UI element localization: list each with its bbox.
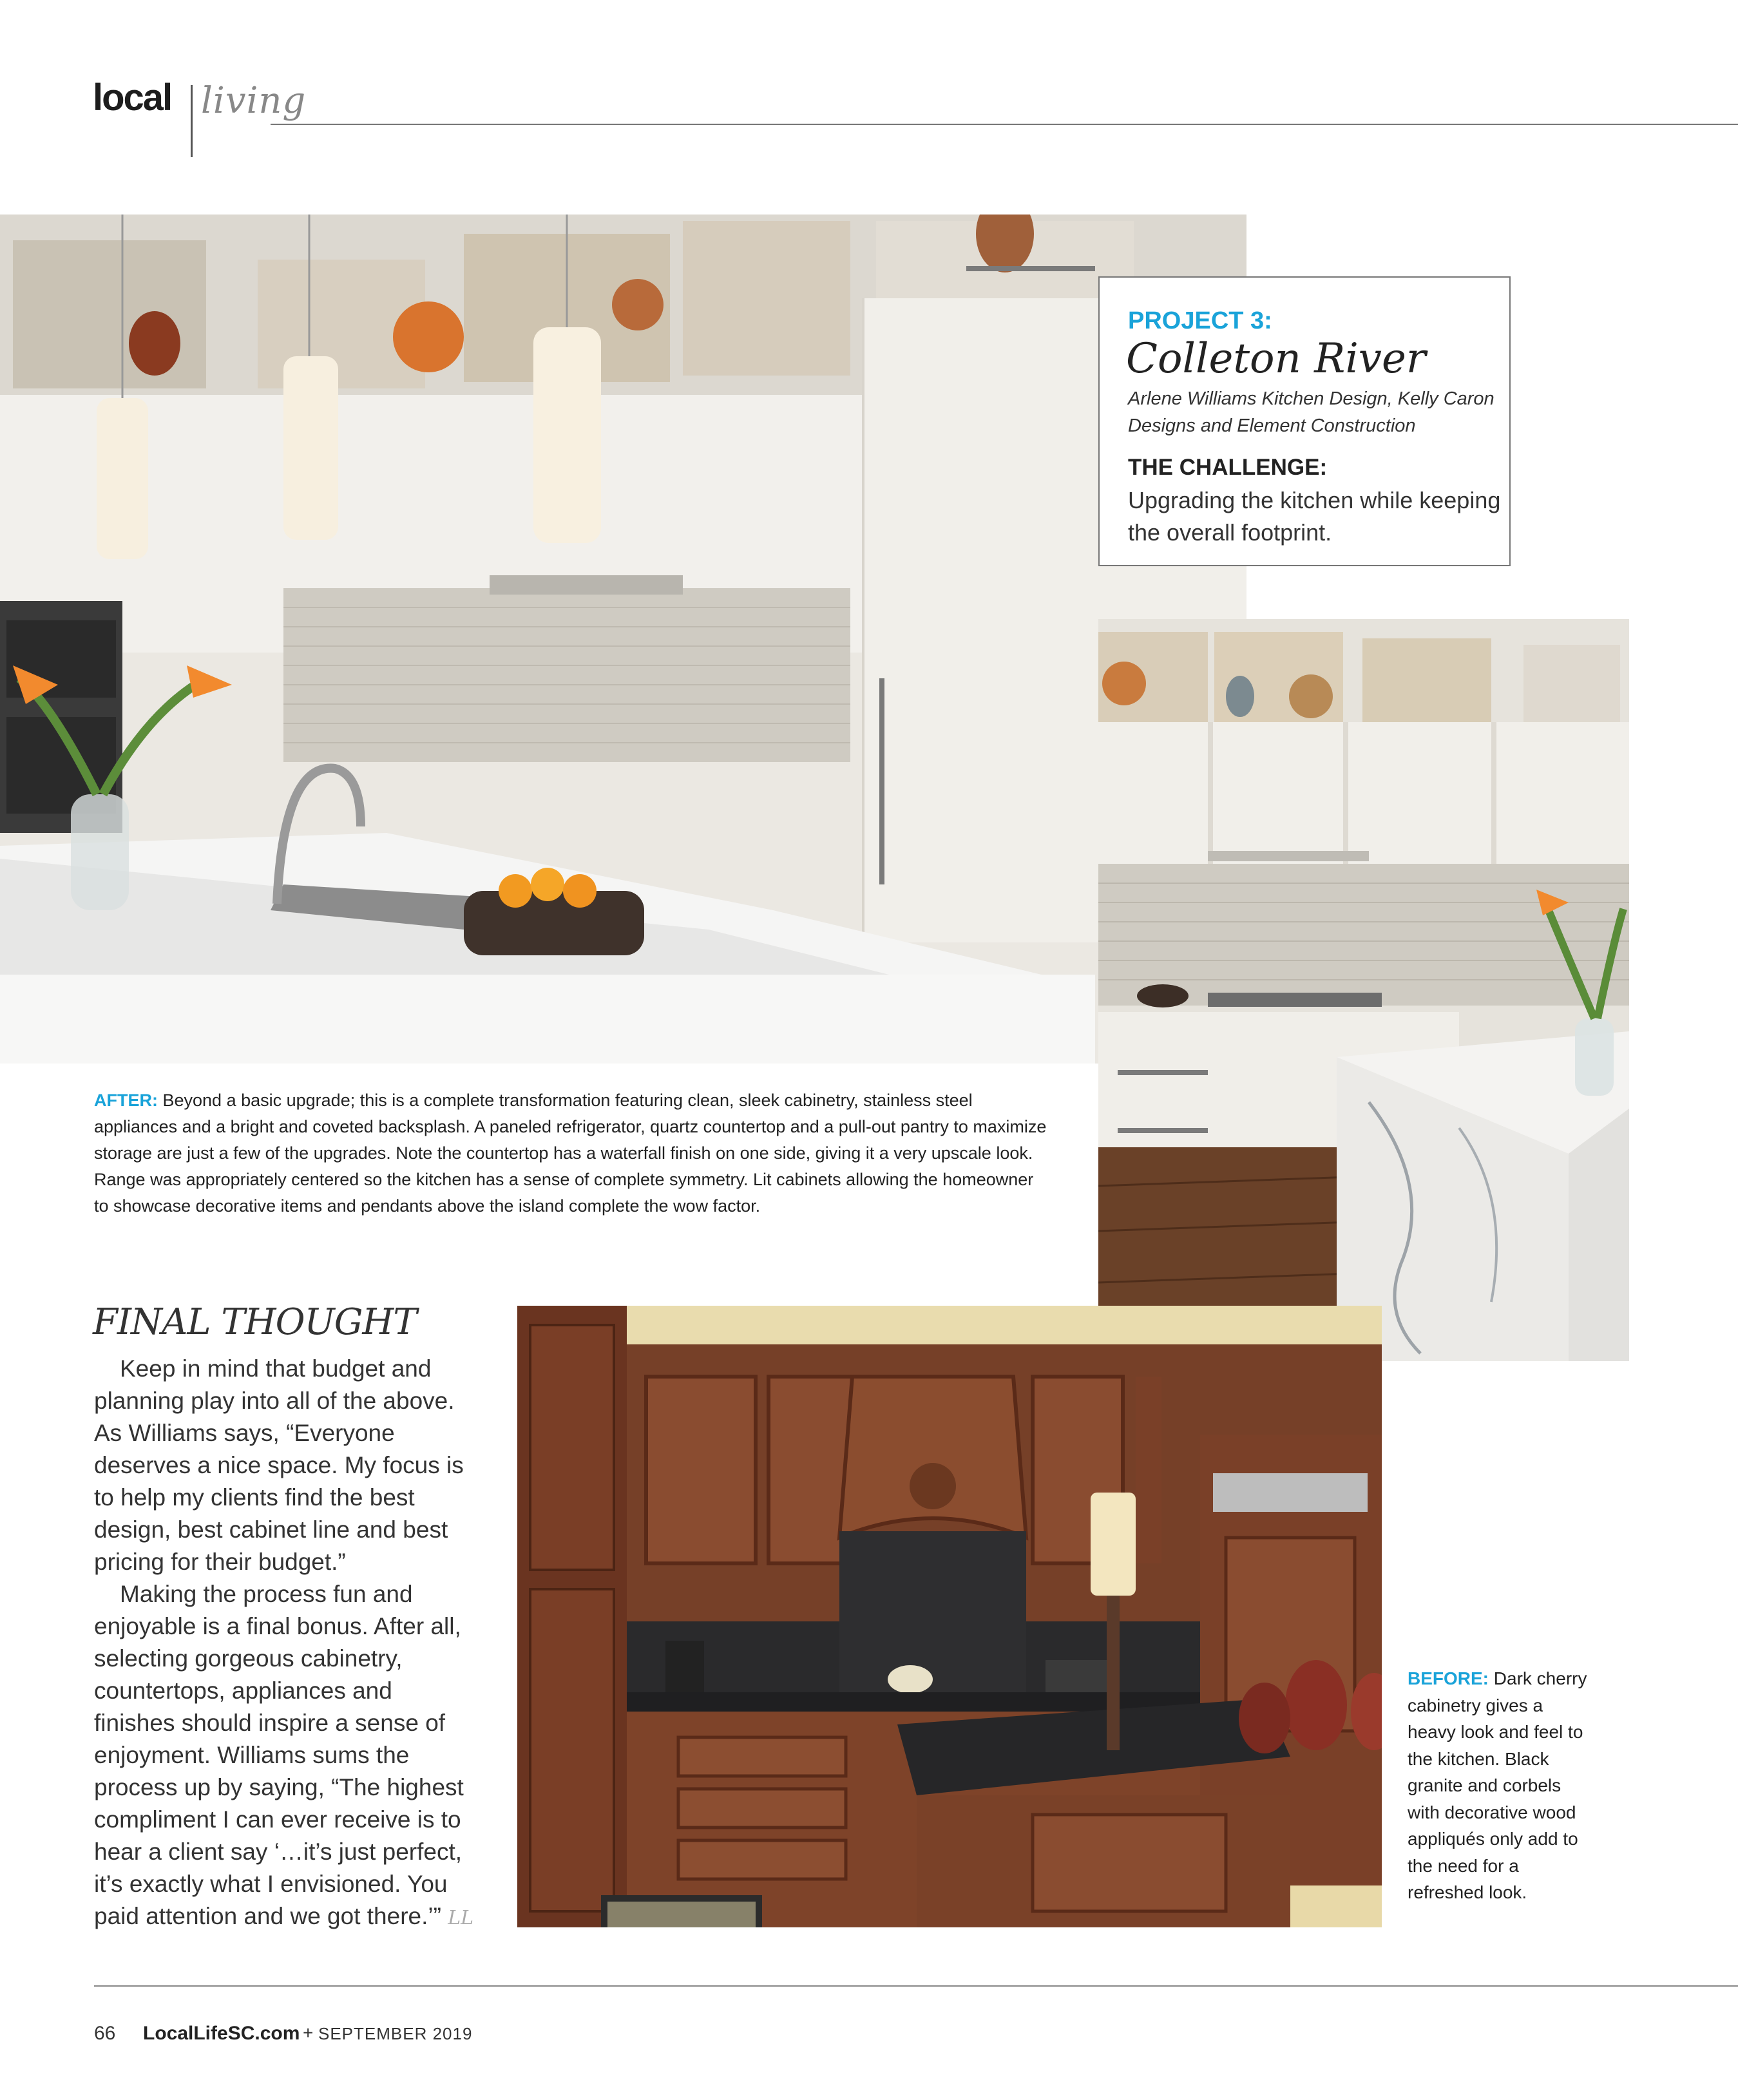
project-credits: Arlene Williams Kitchen Design, Kelly Caron Designs and Element Construction [1128,388,1494,436]
final-thought-paragraph-2-text: Making the process fun and enjoyable is a final bonus. After all, selecting gorgeous cabinetry, countertops, appliances and finishes should inspire a sense of enjoyment. Williams sums the process up by saying, “The highest compliment I can ever receive is to hear a client say ‘…it’s just perfect, it’s exactly what I envisioned. You paid attention and we got there.’” [94,1581,464,1929]
before-kitchen-photo [517,1306,1382,1927]
footer-rule [94,1985,1738,1987]
challenge-heading: THE CHALLENGE: [1128,455,1328,480]
footer-separator: + [303,2023,314,2043]
header-divider [191,85,193,157]
project-number: PROJECT 3: [1128,307,1272,334]
after-caption [94,1087,1047,1219]
final-thought-paragraph-2 [94,1578,474,1934]
after-caption-text: Beyond a basic upgrade; this is a complete transformation featuring clean, sleek cabinetry, stainless steel appliances and a bright and coveted backsplash. A paneled refrigerator, quartz countertop and a pull-out pantry to maximize storage are just a few of the upgrades. Note the countertop has a waterfall finish on one side, giving it a very upscale look. Range was appropriately centered so the kitchen has a sense of complete symmetry. Lit cabinets allowing the homeowner to showcase decorative items and pendants above the island complete the wow factor. [94,1091,1047,1216]
author-signature: LL [448,1907,474,1929]
after-caption-label: AFTER: [94,1091,158,1110]
project-title: Colleton River [1126,335,1426,383]
after-kitchen-waterfall-photo [1098,619,1629,1361]
final-thought-paragraph-1: Keep in mind that budget and planning play into all of the above. As Williams says, “Everyone deserves a nice space. My focus is to help my clients find the best design, best cabinet line and best pricing for their budget.” [94,1355,464,1575]
challenge-text: Upgrading the kitchen while keeping the overall footprint. [1128,487,1501,546]
before-caption-label: BEFORE: [1408,1668,1489,1688]
final-thought-body [94,1353,474,1934]
page-number: 66 [94,2023,116,2044]
footer-issue-date: SEPTEMBER 2019 [318,2024,473,2043]
footer-site-name: LocalLifeSC.com [143,2023,300,2044]
before-caption-text: Dark cherry cabinetry gives a heavy look and feel to the kitchen. Black granite and corbels with decorative wood appliqués only add to the need for a refreshed look. [1408,1668,1587,1902]
before-caption [1408,1665,1594,1906]
section-logo: local [93,77,172,119]
header-rule [271,124,1738,125]
section-subtitle: living [201,80,307,122]
after-kitchen-photo [0,215,1246,1064]
final-thought-heading: FINAL THOUGHT [93,1301,417,1343]
